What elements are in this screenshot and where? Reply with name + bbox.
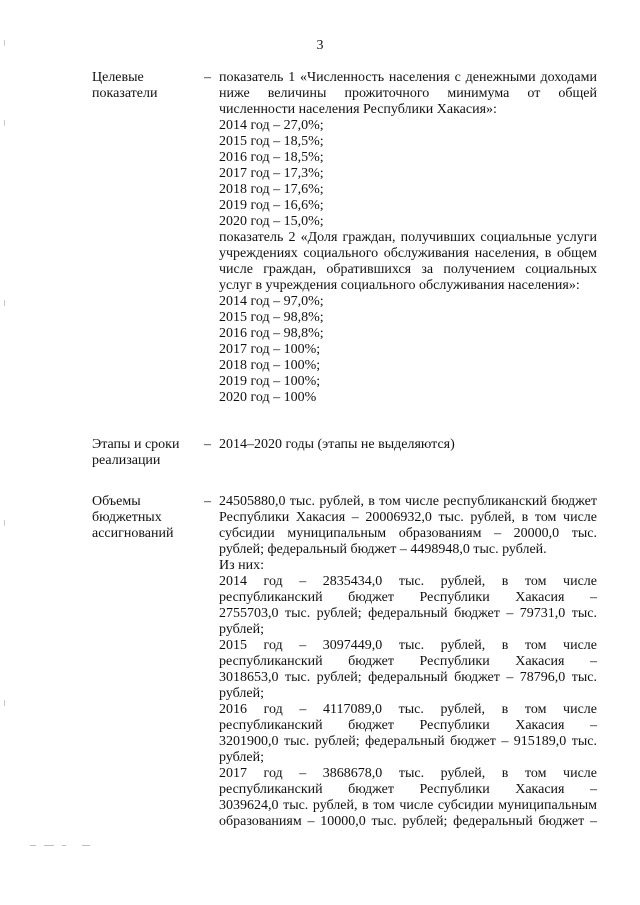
text-line: субсидии муниципальным образованиям – 20000,0 тыс. — [219, 526, 597, 541]
row-dash: – — [204, 70, 211, 85]
text-line: республиканский бюджет Республики Хакасия – — [219, 654, 597, 669]
text-line: 2019 год – 100%; — [219, 374, 321, 389]
text-line: 2015 год – 18,5%; — [219, 134, 324, 149]
text-line: республиканский бюджет Республики Хакасия – — [219, 718, 597, 733]
text-line: 2020 год – 15,0%; — [219, 214, 324, 229]
text-line: числе граждан, обратившихся за получением социальных — [219, 262, 597, 277]
text-line: 2014 год – 2835434,0 тыс. рублей, в том числе — [219, 574, 597, 589]
text-line: 3018653,0 тыс. рублей; федеральный бюджет – 78796,0 тыс. — [219, 670, 597, 685]
scan-bottom-marks — [30, 845, 110, 851]
text-line: республиканский бюджет Республики Хакасия – — [219, 590, 597, 605]
row-label: Целевые показатели — [92, 70, 158, 101]
text-line: показатель 2 «Доля граждан, получивших социальные услуги — [219, 230, 597, 245]
text-line: рублей; — [219, 622, 264, 637]
text-line: 2018 год – 17,6%; — [219, 182, 324, 197]
scan-margin-marks — [4, 0, 8, 905]
text-line: 2016 год – 98,8%; — [219, 326, 324, 341]
page-number: 3 — [316, 38, 324, 53]
text-line: республиканский бюджет Республики Хакасия – — [219, 782, 597, 797]
text-line: 2017 год – 100%; — [219, 342, 321, 357]
text-line: 3201900,0 тыс. рублей; федеральный бюджет – 915189,0 тыс. — [219, 734, 597, 749]
text-line: 2016 год – 4117089,0 тыс. рублей, в том числе — [219, 702, 597, 717]
text-line: ниже величины прожиточного минимума от общей — [219, 86, 597, 101]
text-line: показатель 1 «Численность населения с денежными доходами — [219, 70, 597, 85]
text-line: 2020 год – 100% — [219, 390, 317, 405]
text-line: 24505880,0 тыс. рублей, в том числе республиканский бюджет — [219, 494, 597, 509]
row-content — [219, 437, 597, 453]
row-dash: – — [204, 437, 211, 452]
text-line: 2755703,0 тыс. рублей; федеральный бюджет – 79731,0 тыс. — [219, 606, 597, 621]
text-line: 2014 год – 97,0%; — [219, 294, 324, 309]
row-content — [219, 494, 597, 830]
row-label: Объемы бюджетных ассигнований — [92, 494, 174, 541]
text-line: 2014 год – 27,0%; — [219, 118, 324, 133]
text-line: образованиям – 10000,0 тыс. рублей; федеральный бюджет – — [219, 814, 597, 829]
row-dash: – — [204, 494, 211, 509]
row-label: Этапы и сроки реализации — [92, 437, 180, 468]
text-line: рублей; — [219, 686, 264, 701]
text-line: численности населения Республики Хакасия»: — [219, 102, 497, 117]
text-line: 2019 год – 16,6%; — [219, 198, 324, 213]
text-line: рублей; — [219, 750, 264, 765]
text-line: Из них: — [219, 558, 265, 573]
text-line: Республики Хакасия – 20006932,0 тыс. рублей, в том числе — [219, 510, 597, 525]
text-line: 3039624,0 тыс. рублей, в том числе субсидии муниципальным — [219, 798, 597, 813]
text-line: 2015 год – 98,8%; — [219, 310, 324, 325]
text-line: 2015 год – 3097449,0 тыс. рублей, в том числе — [219, 638, 597, 653]
text-line: 2014–2020 годы (этапы не выделяются) — [219, 437, 455, 452]
text-line: услуг в учреждения социального обслуживания населения»: — [219, 278, 580, 293]
text-line: 2016 год – 18,5%; — [219, 150, 324, 165]
text-line: учреждениях социального обслуживания населения, в общем — [219, 246, 597, 261]
row-content — [219, 70, 597, 406]
text-line: рублей; федеральный бюджет – 4498948,0 тыс. рублей. — [219, 542, 547, 557]
text-line: 2017 год – 17,3%; — [219, 166, 324, 181]
text-line: 2017 год – 3868678,0 тыс. рублей, в том числе — [219, 766, 597, 781]
text-line: 2018 год – 100%; — [219, 358, 321, 373]
